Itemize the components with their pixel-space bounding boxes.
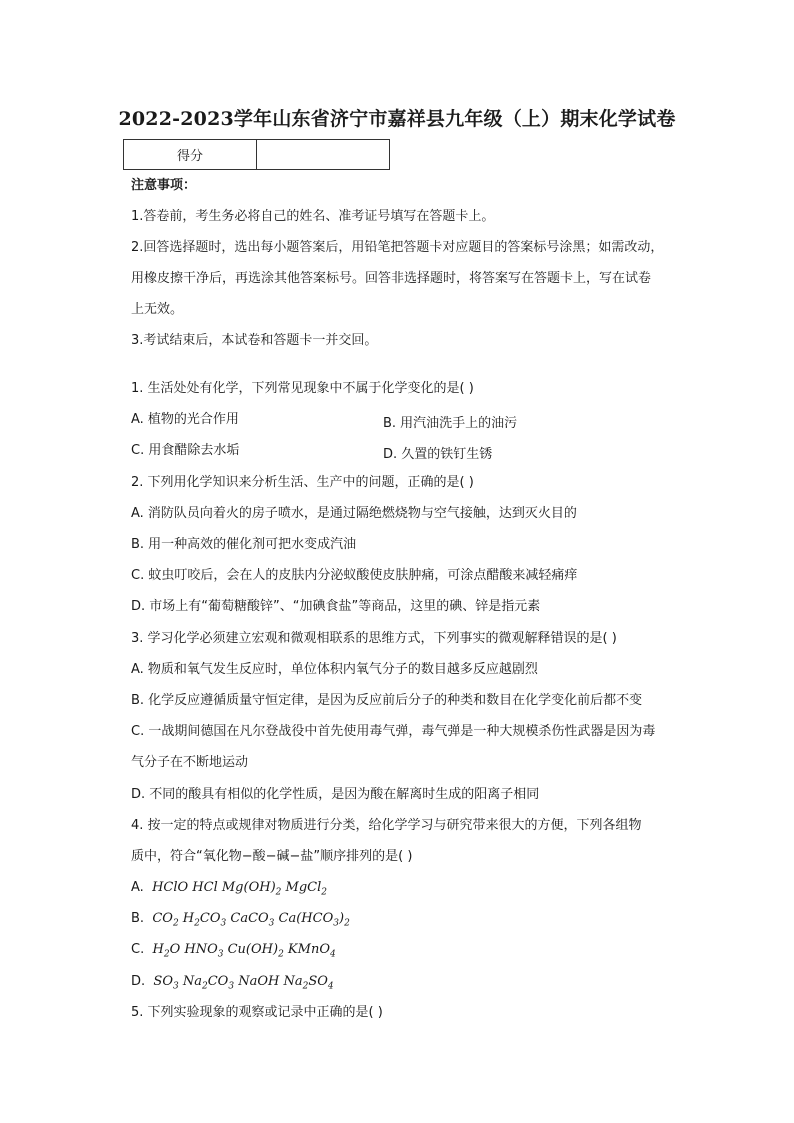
option-b-prefix: B. [131, 911, 145, 926]
question-2-option-c: C. 蚊虫叮咬后，会在人的皮肤内分泌蚁酸使皮肤肿痛，可涂点醋酸来减轻痛痒 [131, 568, 578, 583]
notice-line: 上无效。 [131, 302, 184, 317]
formula-set-a: HClO HCl $Mg(OH)_2$ MgCl$_2$ [152, 880, 327, 898]
notice-line: 1.答卷前，考生务必将自己的姓名、准考证号填写在答题卡上。 [131, 209, 495, 224]
option-c-prefix: C. [131, 942, 145, 957]
notice-heading: 注意事项： [131, 178, 197, 193]
question-3-stem: 3. 学习化学必须建立宏观和微观相联系的思维方式，下列事实的微观解释错误的是( ) [131, 631, 617, 646]
question-4-option-a [131, 880, 327, 901]
question-5-stem: 5. 下列实验现象的观察或记录中正确的是( ) [131, 1005, 383, 1020]
notice-line: 3.考试结束后，本试卷和答题卡一并交回。 [131, 333, 378, 348]
question-3-option-b: B. 化学反应遵循质量守恒定律，是因为反应前后分子的种类和数目在化学变化前后都不变 [131, 693, 643, 708]
question-3-option-c-continued: 气分子在不断地运动 [131, 755, 249, 770]
question-3-option-c: C. 一战期间德国在凡尔登战役中首先使用毒气弹，毒气弹是一种大规模杀伤性武器是因为毒 [131, 724, 656, 739]
question-4-option-c [131, 942, 336, 963]
question-1-option-a: A. 植物的光合作用 [131, 412, 239, 427]
question-4-stem-continued: 质中，符合“氧化物−酸−碱−盐”顺序排列的是( ) [131, 849, 413, 864]
question-2-stem: 2. 下列用化学知识来分析生活、生产中的问题，正确的是( ) [131, 475, 474, 490]
score-table [123, 139, 390, 170]
question-2-option-a: A. 消防队员向着火的房子喷水，是通过隔绝燃烧物与空气接触，达到灭火目的 [131, 506, 577, 521]
question-1-option-c: C. 用食醋除去水垢 [131, 443, 240, 458]
question-4-option-d [131, 974, 334, 995]
score-label: 得分 [124, 140, 257, 170]
score-value-cell [257, 140, 390, 170]
question-2-option-d: D. 市场上有“葡萄糖酸锌”、“加碘食盐”等商品，这里的碘、锌是指元素 [131, 599, 541, 614]
question-2-option-b: B. 用一种高效的催化剂可把水变成汽油 [131, 537, 357, 552]
question-1-stem: 1. 生活处处有化学，下列常见现象中不属于化学变化的是( ) [131, 381, 474, 396]
formula-set-c: $H_2O$ $HNO_3$ $Cu(OH)_2$ KMnO$_4$ [152, 942, 336, 960]
question-1-option-d: D. 久置的铁钉生锈 [383, 447, 493, 462]
question-4-stem: 4. 按一定的特点或规律对物质进行分类，给化学学习与研究带来很大的方便，下列各组物 [131, 818, 642, 833]
question-3-option-d: D. 不同的酸具有相似的化学性质，是因为酸在解离时生成的阳离子相同 [131, 787, 540, 802]
question-4-option-b [131, 911, 350, 932]
formula-set-d: $SO_3$ $Na_2CO_3$ NaOH $Na_2SO_4$ [153, 974, 334, 992]
option-d-prefix: D. [131, 974, 146, 989]
notice-line: 用橡皮擦干净后，再选涂其他答案标号。回答非选择题时，将答案写在答题卡上，写在试卷 [131, 271, 652, 286]
question-1-option-b: B. 用汽油洗手上的油污 [383, 416, 518, 431]
question-3-option-a: A. 物质和氧气发生反应时，单位体积内氧气分子的数目越多反应越剧烈 [131, 662, 538, 677]
option-a-prefix: A. [131, 880, 144, 895]
notice-line: 2.回答选择题时，选出每小题答案后，用铅笔把答题卡对应题目的答案标号涂黑；如需改动， [131, 240, 664, 255]
formula-set-b: $CO_2$ $H_2CO_3$ CaCO$_3$ $Ca(HCO_3)_2$ [152, 911, 350, 929]
exam-title: 2022-2023学年山东省济宁市嘉祥县九年级（上）期末化学试卷 [118, 108, 676, 130]
